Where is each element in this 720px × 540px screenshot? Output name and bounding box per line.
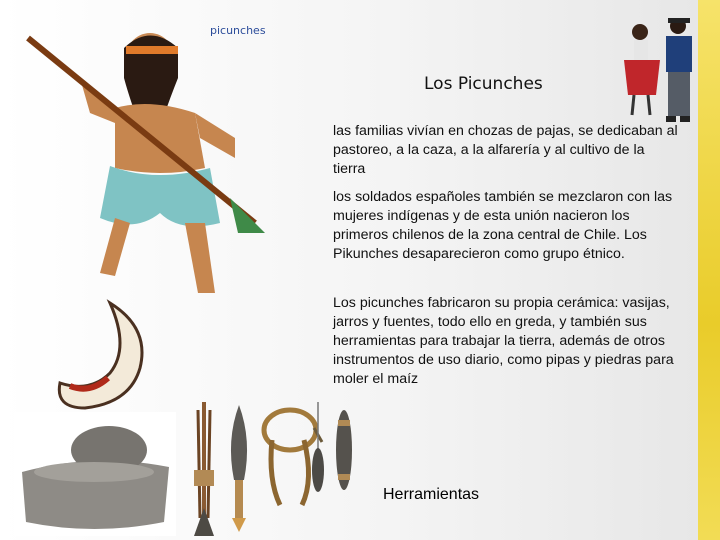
stone-blade-tool-icon — [224, 400, 254, 535]
paragraph-ceramics: Los picunches fabricaron su propia cerámica: vasijas, jarros y fuentes, todo ello en greda, y también sus herramientas para trabajar la tierra, además de otros instrumentos de uso diario, como pipas y piedras para moler el maíz — [333, 295, 674, 387]
cueca-dancers-image — [612, 10, 704, 132]
tools-label: Herramientas — [383, 486, 480, 503]
pendant-tool-icon — [308, 400, 328, 500]
page-title: Los Picunches — [424, 74, 543, 94]
paragraph-housing: las familias vivían en chozas de pajas, se dedicaban al pastoreo, a la caza, a la alfarería y al cultivo de la tierra — [333, 123, 678, 177]
image-caption: picunches — [210, 24, 266, 37]
grinding-stone-image — [14, 412, 176, 536]
arrow-bundle-tool-icon — [180, 400, 228, 538]
bola-stone-tool-icon — [334, 400, 354, 506]
paragraph-mestizaje: los soldados españoles también se mezclaron con las mujeres indígenas y de esta unión nacieron los primeros chilenos de la zona central de Chile. Los Pikunches desaparecieron como grupo étnico. — [333, 189, 673, 262]
picunche-warrior-illustration — [20, 18, 270, 308]
curved-tool-image — [50, 298, 150, 410]
